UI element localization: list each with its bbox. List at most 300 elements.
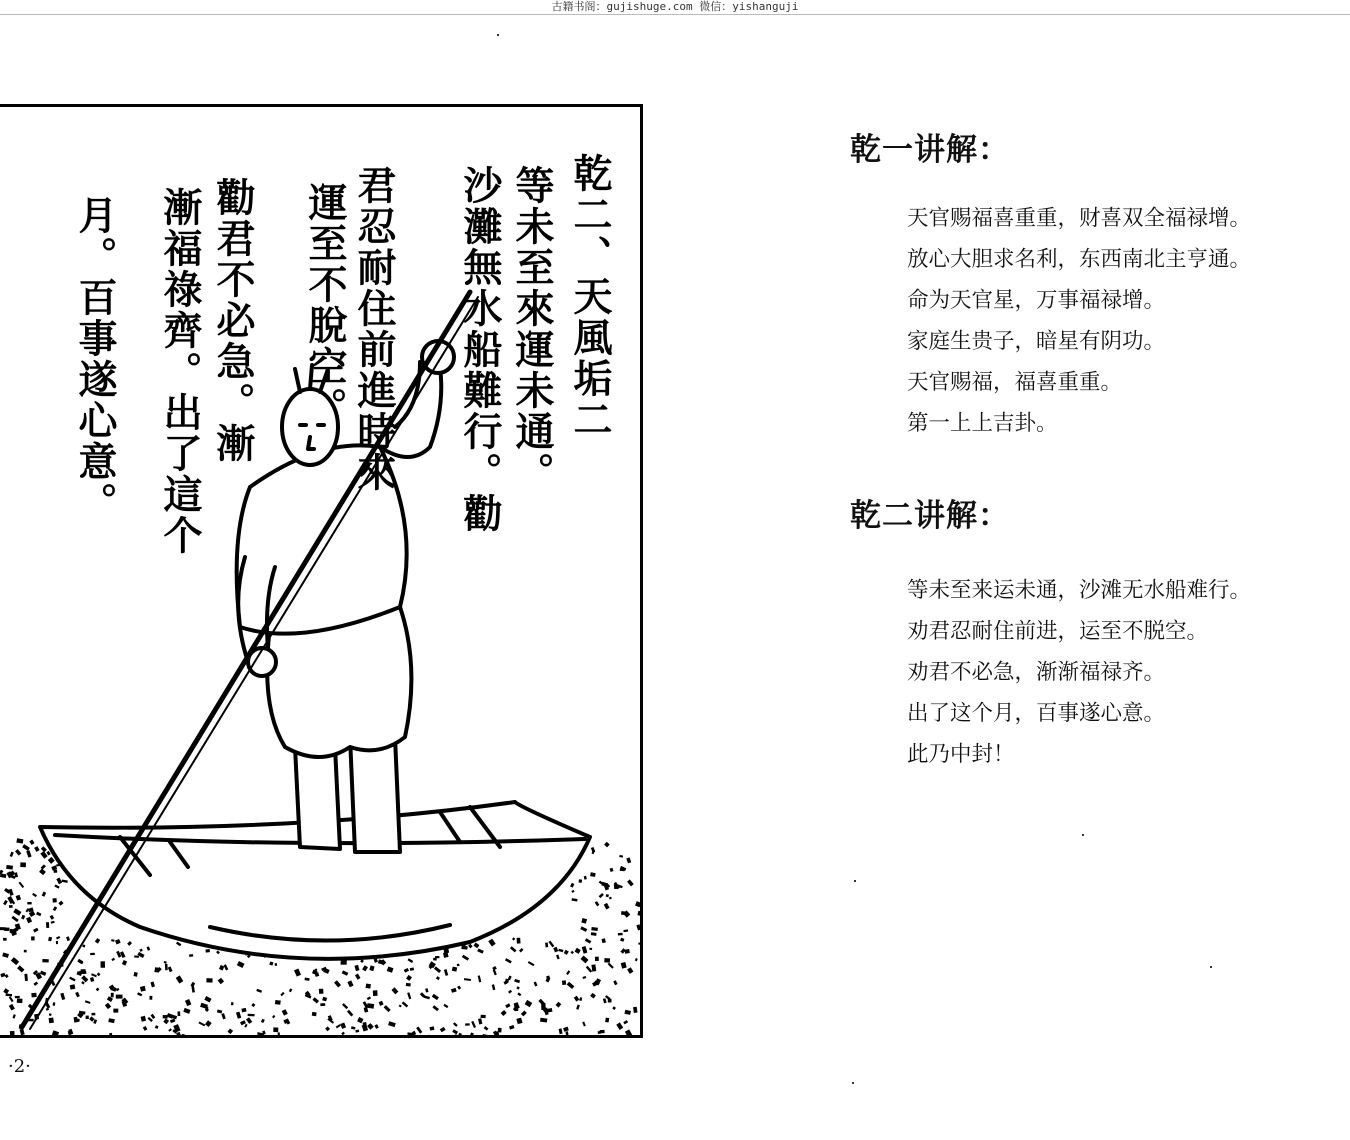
verse-line: 放心大胆求名利，东西南北主亨通。: [907, 247, 1252, 272]
water-speckle: [216, 950, 220, 954]
water-speckle: [91, 973, 97, 977]
water-speckle: [369, 965, 374, 971]
water-speckle: [40, 971, 46, 976]
water-speckle: [581, 918, 587, 924]
water-speckle: [15, 849, 21, 856]
water-speckle: [54, 885, 59, 889]
water-speckle: [176, 1032, 182, 1038]
water-speckle: [312, 1012, 317, 1016]
water-speckle: [82, 945, 85, 948]
water-speckle: [24, 950, 27, 953]
water-speckle: [86, 1016, 89, 1019]
water-speckle: [191, 986, 195, 993]
water-speckle: [134, 955, 139, 957]
water-speckle: [21, 915, 25, 920]
water-speckle: [26, 850, 31, 858]
water-speckle: [627, 879, 634, 886]
water-speckle: [444, 969, 448, 976]
scan-speck: [852, 1082, 854, 1084]
water-speckle: [70, 984, 76, 989]
water-speckle: [556, 955, 560, 960]
water-speckle: [601, 938, 605, 943]
water-speckle: [16, 838, 23, 843]
water-speckle: [282, 1009, 288, 1015]
water-speckle: [0, 973, 5, 978]
water-speckle: [218, 978, 224, 985]
page-number: ·2·: [8, 1056, 31, 1077]
water-speckle: [227, 1029, 233, 1035]
water-speckle: [325, 1026, 330, 1031]
water-speckle: [151, 982, 155, 988]
water-speckle: [289, 988, 292, 992]
water-speckle: [379, 1001, 384, 1006]
water-speckle: [56, 936, 60, 940]
water-speckle: [584, 876, 587, 880]
water-speckle: [257, 1036, 263, 1038]
water-speckle: [93, 1019, 97, 1024]
section-title-qian2: 乾二讲解：: [850, 498, 1010, 534]
water-speckle: [164, 961, 167, 964]
water-speckle: [425, 988, 428, 992]
water-speckle: [399, 1005, 402, 1008]
water-speckle: [590, 993, 596, 999]
scan-speck: [1210, 966, 1212, 968]
water-speckle: [374, 1024, 378, 1029]
water-speckle: [33, 928, 38, 933]
water-speckle: [516, 986, 520, 989]
water-speckle: [623, 929, 628, 932]
water-speckle: [464, 978, 471, 981]
water-speckle: [154, 967, 159, 972]
water-speckle: [604, 903, 610, 910]
water-speckle: [31, 993, 36, 998]
water-speckle: [231, 1002, 233, 1005]
verse-line: 家庭生贵子，暗星有阴功。: [907, 329, 1166, 354]
water-speckle: [488, 939, 495, 947]
water-speckle: [586, 966, 592, 973]
water-speckle: [6, 994, 13, 997]
water-speckle: [251, 1003, 255, 1007]
water-speckle: [492, 966, 497, 971]
water-speckle: [53, 1002, 56, 1006]
water-speckle: [558, 949, 563, 953]
water-speckle: [5, 974, 9, 978]
water-speckle: [342, 1003, 348, 1009]
water-speckle: [294, 969, 301, 977]
water-speckle: [566, 970, 570, 975]
poem-column-7: 月。百事遂心意。: [72, 195, 118, 523]
water-speckle: [163, 1018, 169, 1024]
water-speckle: [244, 1024, 247, 1028]
water-speckle: [56, 941, 58, 944]
water-speckle: [432, 1005, 439, 1011]
water-speckle: [398, 1035, 404, 1038]
water-speckle: [458, 1033, 462, 1038]
water-speckle: [127, 941, 132, 946]
water-speckle: [101, 961, 106, 967]
water-speckle: [591, 964, 596, 971]
water-speckle: [627, 967, 633, 974]
water-speckle: [392, 987, 399, 994]
water-speckle: [505, 958, 512, 963]
water-speckle: [416, 1027, 422, 1034]
water-speckle: [275, 1000, 281, 1005]
water-speckle: [610, 868, 614, 872]
water-speckle: [178, 1011, 181, 1016]
water-speckle: [429, 1026, 434, 1030]
water-speckle: [185, 999, 191, 1006]
water-speckle: [17, 965, 24, 972]
water-speckle: [31, 936, 35, 940]
water-speckle: [410, 968, 414, 971]
water-speckle: [69, 977, 75, 982]
water-speckle: [351, 1026, 356, 1029]
water-speckle: [9, 1036, 14, 1038]
water-speckle: [548, 941, 554, 948]
water-speckle: [141, 1016, 147, 1022]
water-speckle: [635, 901, 640, 907]
watermark-header: 古籍书阁：gujishuge.com 微信：yishanguji: [0, 0, 1350, 15]
water-speckle: [575, 948, 581, 954]
water-speckle: [565, 1031, 568, 1037]
water-speckle: [42, 959, 49, 963]
water-speckle: [408, 958, 414, 963]
water-speckle: [574, 996, 580, 1002]
water-speckle: [246, 1017, 252, 1024]
water-speckle: [116, 951, 121, 958]
water-speckle: [4, 928, 9, 931]
water-speckle: [582, 1022, 585, 1027]
water-speckle: [604, 842, 610, 848]
water-speckle: [623, 1020, 628, 1024]
water-speckle: [163, 1015, 168, 1019]
water-speckle: [355, 974, 361, 980]
water-speckle: [181, 1034, 188, 1038]
water-speckle: [354, 965, 359, 971]
water-speckle: [39, 869, 46, 876]
water-speckle: [237, 961, 245, 968]
water-speckle: [19, 882, 25, 888]
water-speckle: [505, 1003, 510, 1008]
water-speckle: [56, 878, 62, 885]
water-speckle: [625, 1029, 632, 1037]
water-speckle: [320, 1003, 325, 1006]
verse-line: 此乃中封！: [907, 742, 1015, 767]
poem-column-3: 君忍耐住前進時來: [351, 165, 397, 493]
water-speckle: [559, 1028, 563, 1034]
water-speckle: [342, 970, 349, 975]
water-speckle: [256, 989, 262, 993]
water-speckle: [3, 988, 9, 994]
water-speckle: [621, 962, 627, 969]
water-speckle: [147, 946, 151, 950]
water-speckle: [90, 977, 94, 982]
water-speckle: [367, 1023, 374, 1030]
water-speckle: [388, 1021, 396, 1027]
water-speckle: [556, 1002, 562, 1008]
water-speckle: [198, 1022, 205, 1027]
water-speckle: [363, 1022, 367, 1027]
water-speckle: [12, 916, 19, 922]
water-speckle: [340, 1023, 346, 1029]
water-speckle: [170, 1019, 176, 1024]
water-speckle: [168, 966, 173, 972]
water-speckle: [280, 992, 284, 996]
water-speckle: [462, 955, 469, 961]
water-speckle: [471, 1021, 476, 1028]
water-speckle: [91, 1013, 95, 1016]
water-speckle: [406, 975, 412, 981]
verse-line: 天官赐福，福喜重重。: [907, 370, 1123, 395]
water-speckle: [452, 967, 457, 972]
water-speckle: [75, 992, 80, 998]
water-speckle: [113, 1009, 118, 1013]
water-speckle: [620, 938, 624, 942]
water-speckle: [580, 926, 587, 931]
water-speckle: [625, 949, 630, 954]
poem-column-1: 等未至來運未通。: [509, 165, 555, 493]
water-speckle: [336, 1024, 341, 1028]
water-speckle: [10, 1031, 15, 1035]
verse-line: 出了这个月，百事遂心意。: [907, 701, 1166, 726]
water-speckle: [51, 921, 55, 924]
water-speckle: [189, 954, 193, 957]
verse-line: 劝君忍耐住前进，运至不脱空。: [907, 619, 1209, 644]
water-speckle: [16, 895, 21, 901]
water-speckle: [357, 1037, 363, 1038]
water-speckle: [165, 964, 168, 971]
water-speckle: [46, 851, 50, 856]
water-speckle: [34, 846, 39, 852]
water-speckle: [612, 1006, 616, 1010]
water-speckle: [90, 953, 95, 955]
water-speckle: [33, 982, 38, 986]
water-speckle: [582, 976, 586, 979]
water-speckle: [621, 911, 625, 915]
water-speckle: [206, 978, 212, 983]
water-speckle: [176, 975, 184, 983]
water-speckle: [304, 978, 309, 981]
water-speckle: [457, 964, 460, 967]
water-speckle: [637, 911, 640, 917]
water-speckle: [2, 953, 9, 958]
water-speckle: [581, 956, 589, 964]
water-speckle: [492, 984, 496, 990]
water-speckle: [404, 968, 409, 973]
water-speckle: [204, 996, 211, 1002]
water-speckle: [143, 1026, 148, 1031]
water-speckle: [3, 938, 7, 941]
water-speckle: [367, 1003, 374, 1009]
water-speckle: [24, 974, 27, 981]
water-speckle: [534, 982, 538, 987]
water-speckle: [517, 992, 521, 996]
water-speckle: [176, 942, 181, 947]
verse-line: 第一上上吉卦。: [907, 411, 1058, 436]
water-speckle: [205, 1020, 212, 1027]
water-speckle: [115, 939, 121, 944]
water-speckle: [48, 857, 55, 864]
water-speckle: [540, 1018, 547, 1023]
title-column: 乾二、天風垢二: [567, 153, 613, 440]
water-speckle: [613, 980, 617, 985]
water-speckle: [473, 943, 479, 949]
water-speckle: [572, 898, 578, 901]
water-speckle: [60, 993, 65, 1000]
water-speckle: [122, 960, 127, 966]
water-speckle: [32, 893, 37, 897]
water-speckle: [635, 958, 638, 961]
water-speckle: [493, 969, 497, 975]
water-speckle: [111, 958, 115, 962]
water-speckle: [188, 1037, 191, 1038]
water-speckle: [240, 1020, 246, 1025]
water-speckle: [606, 894, 609, 897]
water-speckle: [608, 999, 612, 1003]
water-speckle: [521, 1011, 527, 1017]
water-speckle: [134, 972, 138, 977]
water-speckle: [567, 982, 575, 989]
water-speckle: [599, 893, 604, 898]
water-speckle: [553, 947, 558, 953]
water-speckle: [434, 966, 441, 973]
water-speckle: [478, 975, 482, 982]
water-speckle: [11, 957, 19, 965]
water-speckle: [387, 967, 394, 973]
water-speckle: [457, 986, 461, 990]
water-speckle: [508, 990, 512, 994]
poem-column-6: 漸福祿齊。出了這个: [157, 187, 203, 556]
water-speckle: [347, 1010, 353, 1017]
water-speckle: [319, 989, 324, 994]
water-speckle: [89, 1016, 94, 1021]
water-speckle: [564, 950, 569, 955]
water-speckle: [435, 956, 439, 958]
water-speckle: [373, 990, 378, 996]
water-speckle: [269, 962, 273, 966]
water-speckle: [139, 949, 142, 952]
water-speckle: [406, 983, 411, 987]
water-speckle: [49, 1018, 54, 1024]
water-speckle: [217, 1010, 222, 1014]
scan-speck: [854, 880, 856, 882]
water-speckle: [96, 988, 100, 992]
water-speckle: [591, 847, 596, 853]
poem-column-4: 運至不脫空。: [302, 182, 348, 428]
water-speckle: [53, 898, 57, 902]
water-speckle: [402, 1001, 408, 1007]
water-speckle: [9, 1004, 15, 1011]
water-speckle: [609, 897, 612, 900]
water-speckle: [0, 873, 6, 878]
water-speckle: [109, 1033, 113, 1038]
water-speckle: [433, 958, 437, 961]
water-speckle: [514, 979, 520, 983]
water-speckle: [591, 932, 597, 936]
water-speckle: [41, 864, 46, 869]
water-speckle: [582, 946, 588, 954]
water-speckle: [519, 948, 523, 952]
water-speckle: [604, 958, 610, 963]
water-speckle: [517, 938, 521, 944]
water-speckle: [9, 996, 14, 1002]
water-speckle: [585, 938, 591, 943]
left-leg: [295, 747, 340, 849]
water-speckle: [149, 996, 152, 1000]
water-speckle: [347, 980, 353, 987]
water-speckle: [624, 1010, 631, 1015]
water-speckle: [432, 994, 439, 1000]
water-speckle: [36, 912, 41, 916]
water-speckle: [595, 901, 600, 906]
water-speckle: [478, 1018, 482, 1024]
water-speckle: [241, 1008, 246, 1012]
water-speckle: [579, 997, 582, 1001]
section-title-qian1: 乾一讲解：: [850, 132, 1010, 168]
water-speckle: [54, 870, 58, 873]
water-speckle: [10, 852, 14, 857]
water-speckle: [46, 1008, 49, 1011]
water-speckle: [137, 992, 142, 996]
water-speckle: [61, 880, 67, 883]
water-speckle: [407, 992, 411, 999]
water-speckle: [284, 1035, 289, 1038]
water-speckle: [97, 972, 101, 976]
scan-speck: [1082, 834, 1084, 836]
water-speckle: [605, 1018, 609, 1023]
water-speckle: [272, 1015, 275, 1018]
water-speckle: [22, 844, 30, 851]
water-speckle: [95, 938, 100, 943]
water-speckle: [618, 933, 623, 936]
water-speckle: [426, 1035, 431, 1038]
water-speckle: [48, 937, 52, 942]
water-speckle: [50, 915, 55, 920]
water-speckle: [365, 1035, 371, 1038]
water-speckle: [545, 943, 548, 948]
water-speckle: [273, 1027, 278, 1032]
water-speckle: [619, 855, 623, 858]
water-speckle: [512, 937, 515, 940]
water-speckle: [261, 1019, 265, 1023]
water-speckle: [210, 1035, 217, 1038]
right-leg: [350, 737, 400, 852]
water-speckle: [224, 964, 229, 970]
poem-column-5: 勸君不必急。漸: [210, 177, 256, 464]
water-speckle: [470, 1032, 474, 1037]
water-speckle: [355, 1030, 359, 1033]
verse-line: 天官赐福喜重重，财喜双全福禄增。: [907, 206, 1252, 231]
water-speckle: [616, 1022, 623, 1030]
water-speckle: [29, 840, 34, 845]
water-speckle: [595, 957, 599, 961]
water-speckle: [366, 984, 371, 989]
water-speckle: [312, 997, 319, 1003]
water-speckle: [465, 1023, 470, 1025]
water-speckle: [116, 995, 123, 999]
water-speckle: [563, 1027, 569, 1032]
water-speckle: [453, 1022, 458, 1027]
water-speckle: [108, 1018, 114, 1023]
water-speckle: [151, 1014, 156, 1019]
water-speckle: [6, 865, 13, 870]
water-speckle: [53, 906, 57, 911]
water-speckle: [183, 1008, 190, 1014]
water-speckle: [362, 965, 368, 971]
water-speckle: [58, 901, 63, 906]
water-speckle: [278, 1032, 281, 1038]
water-speckle: [576, 1005, 580, 1010]
